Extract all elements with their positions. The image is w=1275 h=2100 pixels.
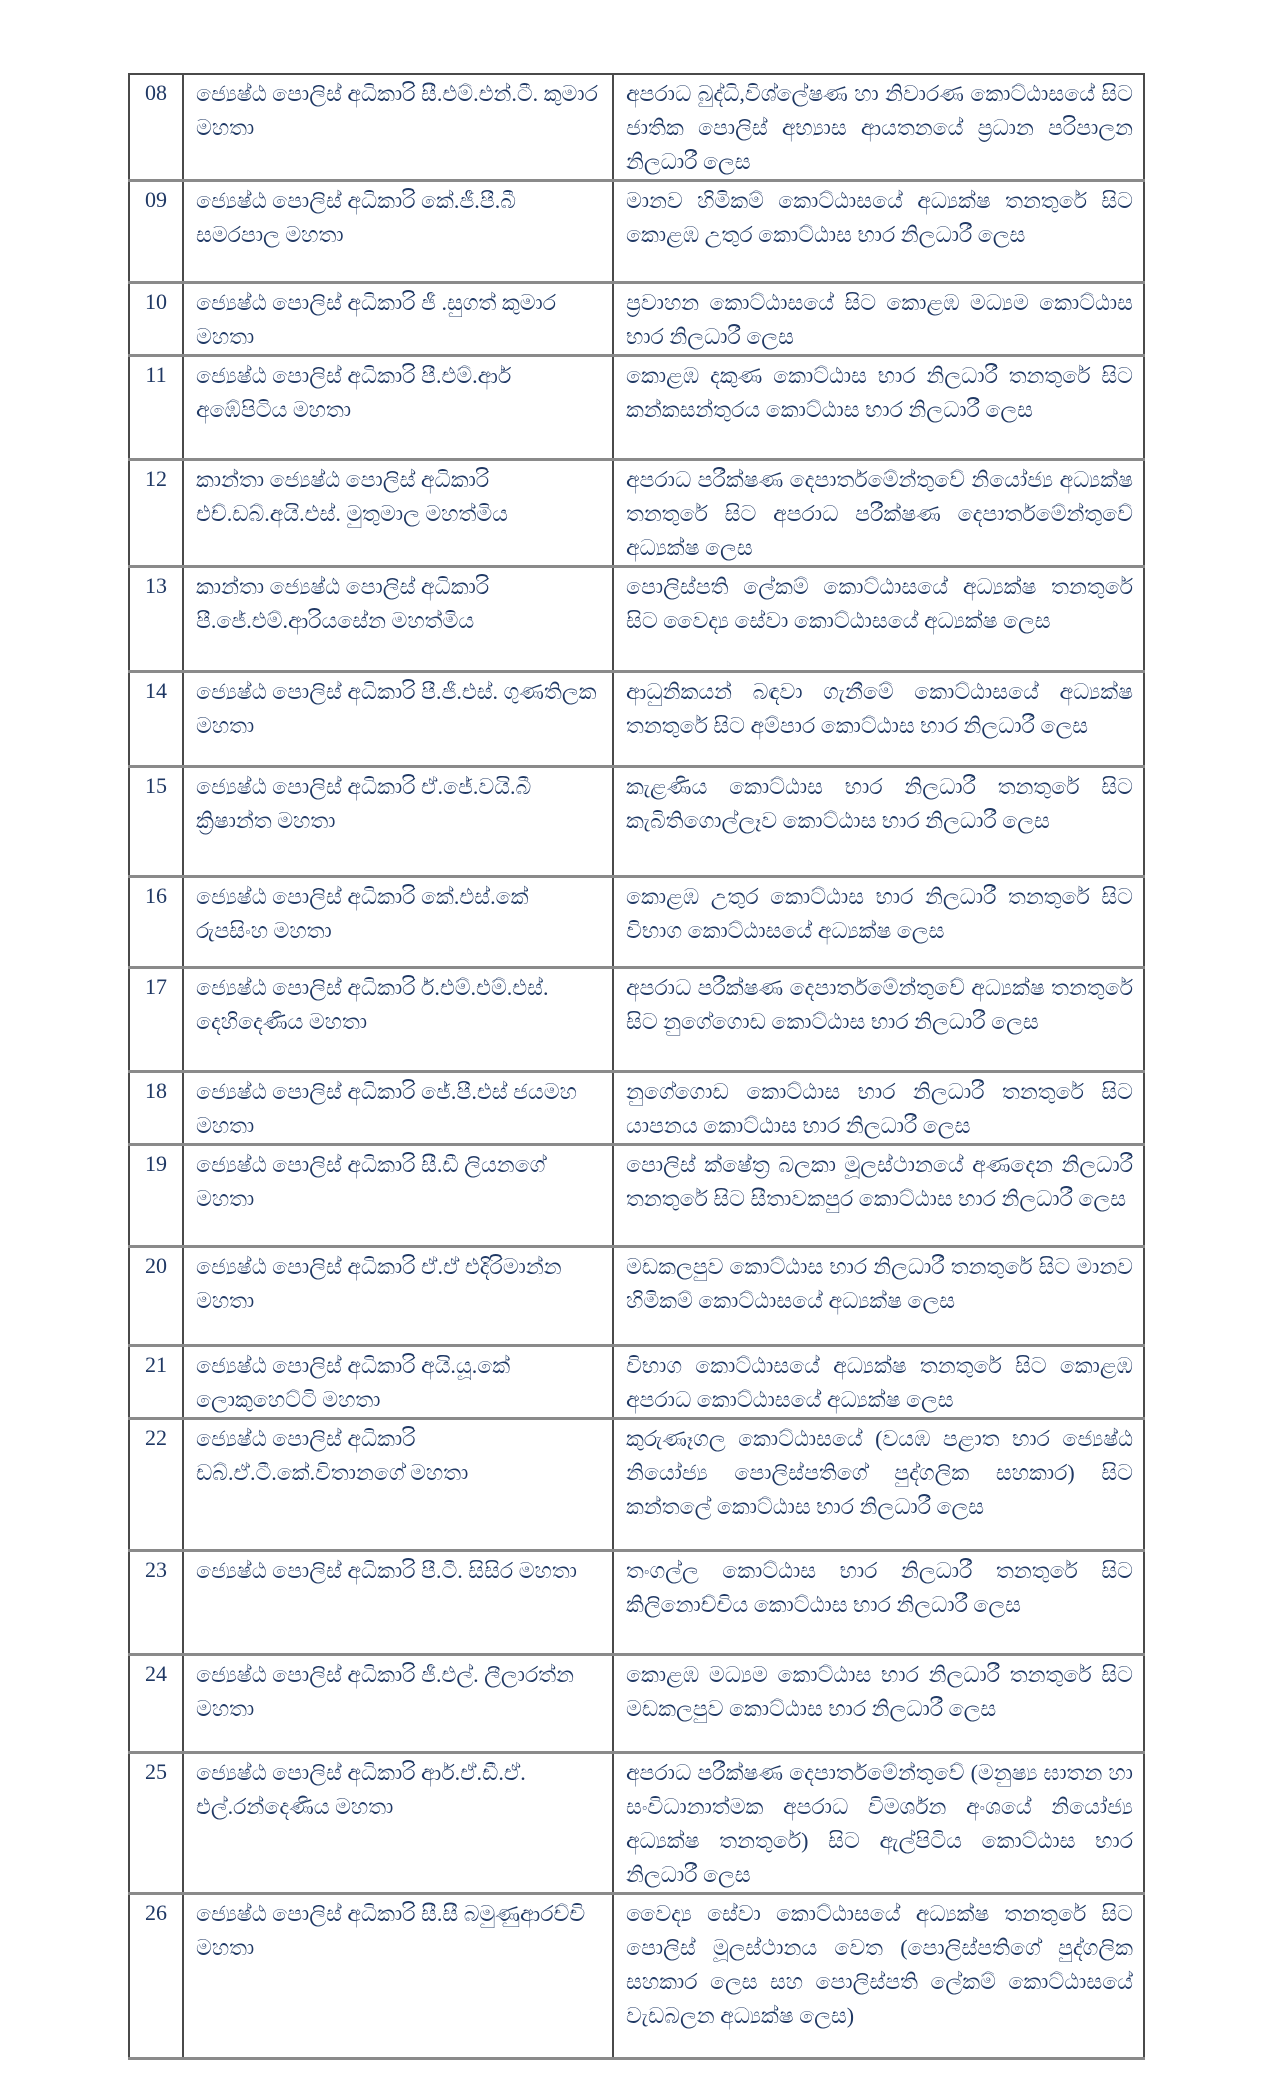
table-row: [129, 968, 1144, 1072]
row-number: 23: [129, 1551, 183, 1655]
row-number: 13: [129, 567, 183, 672]
officer-name: ජ්‍යෙෂ්ඨ පොලිස් අධිකාරි කේ.ජී.පී.බී සමරපාල මහතා: [183, 181, 613, 283]
row-number: 17: [129, 968, 183, 1072]
new-assignment: විභාග කොට්ඨාසයේ අධ්‍යක්ෂ තනතුරේ සිට කොළඹ අපරාධ කොට්ඨාසයේ අධ්‍යක්ෂ ලෙස: [613, 1346, 1144, 1419]
officer-name: කාන්තා ජ්‍යෙෂ්ඨ පොලිස් අධිකාරි පී.ජේ.එම්.ආරියසේන මහත්මිය: [183, 567, 613, 672]
row-number: 21: [129, 1346, 183, 1419]
officer-name: ජ්‍යෙෂ්ඨ පොලිස් අධිකාරි සී.සී බමුණුආරච්චි මහතා: [183, 1894, 613, 2059]
new-assignment: අපරාධ පරීක්ෂණ දෙපාර්තමේන්තුවේ නියෝජ්‍ය අධ්‍යක්ෂ තනතුරේ සිට අපරාධ පරීක්ෂණ දෙපාර්තමේන්තුවේ අධ්‍යක්ෂ ලෙස: [613, 460, 1144, 567]
table-row: [129, 1551, 1144, 1655]
row-number: 16: [129, 877, 183, 968]
table-row: [129, 1145, 1144, 1247]
table-row: [129, 1247, 1144, 1346]
new-assignment: මානව හිමිකම් කොට්ඨාසයේ අධ්‍යක්ෂ තනතුරේ සිට කොළඹ උතුර කොට්ඨාස භාර නිලධාරී ලෙස: [613, 181, 1144, 283]
table-row: [129, 767, 1144, 877]
officer-name: ජ්‍යෙෂ්ඨ පොලිස් අධිකාරි ජී.එල්. ලීලාරත්න මහතා: [183, 1655, 613, 1753]
table-row: [129, 460, 1144, 567]
new-assignment: ආධුනිකයන් බඳවා ගැනීමේ කොට්ඨාසයේ අධ්‍යක්ෂ තනතුරේ සිට අම්පාර කොට්ඨාස භාර නිලධාරී ලෙස: [613, 672, 1144, 767]
row-number: 25: [129, 1753, 183, 1894]
row-number: 26: [129, 1894, 183, 2059]
row-number: 14: [129, 672, 183, 767]
officer-name: ජ්‍යෙෂ්ඨ පොලිස් අධිකාරි ඩබ්.ඒ.ටී.කේ.විතානගේ මහතා: [183, 1419, 613, 1551]
officer-name: ජ්‍යෙෂ්ඨ පොලිස් අධිකාරි පී.ජී.එස්. ගුණතිලක මහතා: [183, 672, 613, 767]
table-row: [129, 1753, 1144, 1894]
new-assignment: කොළඹ උතුර කොට්ඨාස භාර නිලධාරී තනතුරේ සිට විභාග කොට්ඨාසයේ අධ්‍යක්ෂ ලෙස: [613, 877, 1144, 968]
table-row: [129, 567, 1144, 672]
row-number: 10: [129, 283, 183, 356]
officer-name: ජ්‍යෙෂ්ඨ පොලිස් අධිකාරි සී.ඩී ලියනගේ මහතා: [183, 1145, 613, 1247]
row-number: 11: [129, 356, 183, 460]
officer-name: ජ්‍යෙෂ්ඨ පොලිස් අධිකාරි ජේ.පී.එස් ජයමහ මහතා: [183, 1072, 613, 1145]
new-assignment: වෛද්‍ය සේවා කොට්ඨාසයේ අධ්‍යක්ෂ තනතුරේ සිට පොලිස් මූලස්ථානය වෙත (පොලිස්පතිගේ පුද්ගලික සහකාර ලෙස සහ පොලිස්පති ලේකම් කොට්ඨාසයේ වැඩබලන අධ්‍යක්ෂ ලෙස): [613, 1894, 1144, 2059]
new-assignment: මඩකලපුව කොට්ඨාස භාර නිලධාරී තනතුරේ සිට මානව හිමිකම් කොට්ඨාසයේ අධ්‍යක්ෂ ලෙස: [613, 1247, 1144, 1346]
table-row: [129, 1419, 1144, 1551]
row-number: 24: [129, 1655, 183, 1753]
officer-name: කාන්තා ජ්‍යෙෂ්ඨ පොලිස් අධිකාරි එච්.ඩබ්.අයි.එස්. මුතුමාල මහත්මිය: [183, 460, 613, 567]
table-row: [129, 672, 1144, 767]
officer-name: ජ්‍යෙෂ්ඨ පොලිස් අධිකාරි පී.එම්.ආර් අඹේපිටිය මහතා: [183, 356, 613, 460]
table-row: [129, 1655, 1144, 1753]
table-row: [129, 356, 1144, 460]
new-assignment: තංගල්ල කොට්ඨාස භාර නිලධාරී තනතුරේ සිට කිලිනොච්චිය කොට්ඨාස භාර නිලධාරී ලෙස: [613, 1551, 1144, 1655]
new-assignment: කැළණිය කොට්ඨාස භාර නිලධාරී තනතුරේ සිට කැබිතිගොල්ලෑව කොට්ඨාස භාර නිලධාරී ලෙස: [613, 767, 1144, 877]
officer-transfers-table: [128, 73, 1145, 2060]
row-number: 22: [129, 1419, 183, 1551]
row-number: 09: [129, 181, 183, 283]
row-number: 08: [129, 74, 183, 181]
officer-name: ජ්‍යෙෂ්ඨ පොලිස් අධිකාරි අයි.යූ.කේ ලොකුහෙට්ටි මහතා: [183, 1346, 613, 1419]
table-row: [129, 283, 1144, 356]
table-row: [129, 1346, 1144, 1419]
table-row: [129, 181, 1144, 283]
row-number: 20: [129, 1247, 183, 1346]
officer-name: ජ්‍යෙෂ්ඨ පොලිස් අධිකාරි කේ.එස්.කේ රුපසිංහ මහතා: [183, 877, 613, 968]
table-row: [129, 1894, 1144, 2059]
officer-name: ජ්‍යෙෂ්ඨ පොලිස් අධිකාරි ර්.එම්.එම්.එස්. දෙහිදෙණිය මහතා: [183, 968, 613, 1072]
officer-name: ජ්‍යෙෂ්ඨ පොලිස් අධිකාරි ජී .සුගත් කුමාර මහතා: [183, 283, 613, 356]
row-number: 15: [129, 767, 183, 877]
officer-name: ජ්‍යෙෂ්ඨ පොලිස් අධිකාරි ආර්.ඒ.ඩී.ඒ. එල්.රන්දෙණිය මහතා: [183, 1753, 613, 1894]
table-row: [129, 1072, 1144, 1145]
table-body: [129, 74, 1144, 2059]
row-number: 12: [129, 460, 183, 567]
new-assignment: ප්‍රවාහන කොට්ඨාසයේ සිට කොළඹ මධ්‍යම කොට්ඨාස භාර නිලධාරී ලෙස: [613, 283, 1144, 356]
table-row: [129, 74, 1144, 181]
row-number: 19: [129, 1145, 183, 1247]
new-assignment: අපරාධ පරීක්ෂණ දෙපාර්තමේන්තුවේ (මනුෂ්‍ය ඝාතන හා සංවිධානාත්මක අපරාධ විමර්ශන අංශයේ නියෝජ්‍ය අධ්‍යක්ෂ තනතුරේ) සිට ඇල්පිටිය කොට්ඨාස භාර නිලධාරී ලෙස: [613, 1753, 1144, 1894]
officer-name: ජ්‍යෙෂ්ඨ පොලිස් අධිකාරි සී.එම්.එන්.ටී. කුමාර මහතා: [183, 74, 613, 181]
new-assignment: නුගේගොඩ කොට්ඨාස භාර නිලධාරී තනතුරේ සිට යාපනය කොට්ඨාස භාර නිලධාරී ලෙස: [613, 1072, 1144, 1145]
table-row: [129, 877, 1144, 968]
new-assignment: පොලිස් ක්ෂේත්‍ර බලකා මූලස්ථානයේ අණදෙන නිලධාරී තනතුරේ සිට සීතාවකපුර කොට්ඨාස භාර නිලධාරී ලෙස: [613, 1145, 1144, 1247]
officer-name: ජ්‍යෙෂ්ඨ පොලිස් අධිකාරි ඒ.ඒ එදිරිමාන්න මහතා: [183, 1247, 613, 1346]
new-assignment: කොළඹ දකුණ කොට්ඨාස භාර නිලධාරී තනතුරේ සිට කන්කසන්තුරය කොට්ඨාස භාර නිලධාරී ලෙස: [613, 356, 1144, 460]
new-assignment: අපරාධ බුද්ධි,විශ්ලේෂණ හා නිවාරණ කොට්ඨාසයේ සිට ජාතික පොලිස් අභ්‍යාස ආයතනයේ ප්‍රධාන පරිපාලන නිලධාරී ලෙස: [613, 74, 1144, 181]
new-assignment: කොළඹ මධ්‍යම කොට්ඨාස භාර නිලධාරී තනතුරේ සිට මඩකලපුව කොට්ඨාස භාර නිලධාරී ලෙස: [613, 1655, 1144, 1753]
officer-name: ජ්‍යෙෂ්ඨ පොලිස් අධිකාරි පී.ටී. සිසිර මහතා: [183, 1551, 613, 1655]
new-assignment: කුරුණෑගල කොට්ඨාසයේ (වයඹ පළාත භාර ජ්‍යෙෂ්ඨ නියෝජ්‍ය පොලිස්පතිගේ පුද්ගලික සහකාර) සිට කන්තලේ කොට්ඨාස භාර නිලධාරී ලෙස: [613, 1419, 1144, 1551]
row-number: 18: [129, 1072, 183, 1145]
new-assignment: අපරාධ පරීක්ෂණ දෙපාර්තමේන්තුවේ අධ්‍යක්ෂ තනතුරේ සිට නුගේගොඩ කොට්ඨාස භාර නිලධාරී ලෙස: [613, 968, 1144, 1072]
new-assignment: පොලිස්පති ලේකම් කොට්ඨාසයේ අධ්‍යක්ෂ තනතුරේ සිට වෛද්‍ය සේවා කොට්ඨාසයේ අධ්‍යක්ෂ ලෙස: [613, 567, 1144, 672]
officer-name: ජ්‍යෙෂ්ඨ පොලිස් අධිකාරි ඒ.ජේ.වයි.බී ක්‍රිෂාන්ත මහතා: [183, 767, 613, 877]
